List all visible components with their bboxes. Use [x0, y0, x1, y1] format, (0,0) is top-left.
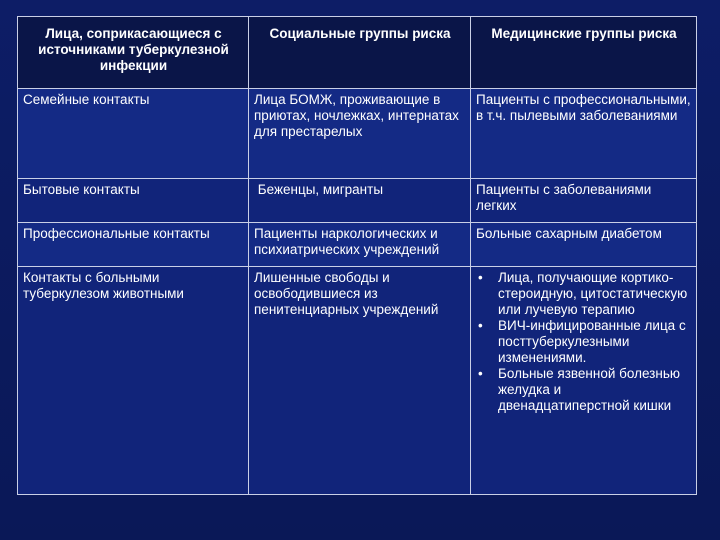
- cell-medical: Пациенты с заболеваниями легких: [471, 179, 697, 223]
- cell-contacts: Семейные контакты: [18, 89, 249, 179]
- cell-contacts: Контакты с больными туберкулезом животными: [18, 267, 249, 495]
- list-item-text: Лица, получающие кортико-стероидную, цитостатическую или лучевую терапию: [498, 270, 688, 317]
- cell-medical-list: [471, 267, 697, 495]
- header-contacts: Лица, соприкасающиеся с источниками туберкулезной инфекции: [18, 17, 249, 89]
- cell-contacts: Бытовые контакты: [18, 179, 249, 223]
- cell-medical: Больные сахарным диабетом: [471, 223, 697, 267]
- cell-contacts: Профессиональные контакты: [18, 223, 249, 267]
- table-row: [18, 179, 697, 223]
- list-item: [476, 270, 692, 318]
- table-row: [18, 267, 697, 495]
- cell-social: Лица БОМЖ, проживающие в приютах, ночлежках, интернатах для престарелых: [249, 89, 471, 179]
- bullet-icon: •: [478, 366, 483, 381]
- table-row: [18, 223, 697, 267]
- list-item: [476, 366, 692, 414]
- cell-social: Лишенные свободы и освободившиеся из пенитенциарных учреждений: [249, 267, 471, 495]
- list-item: [476, 318, 692, 366]
- cell-social: Беженцы, мигранты: [249, 179, 471, 223]
- cell-medical: Пациенты с профессиональными, в т.ч. пылевыми заболеваниями: [471, 89, 697, 179]
- cell-social: Пациенты наркологических и психиатрических учреждений: [249, 223, 471, 267]
- medical-bullet-list: [476, 270, 692, 414]
- bullet-icon: •: [478, 318, 483, 333]
- risk-groups-table: [17, 16, 697, 495]
- table-row: [18, 89, 697, 179]
- bullet-icon: •: [478, 270, 483, 285]
- table-header-row: [18, 17, 697, 89]
- header-medical-risk: Медицинские группы риска: [471, 17, 697, 89]
- list-item-text: ВИЧ-инфицированные лица с посттуберкулезными изменениями.: [498, 318, 686, 365]
- list-item-text: Больные язвенной болезнью желудка и двенадцатиперстной кишки: [498, 366, 680, 413]
- header-social-risk: Социальные группы риска: [249, 17, 471, 89]
